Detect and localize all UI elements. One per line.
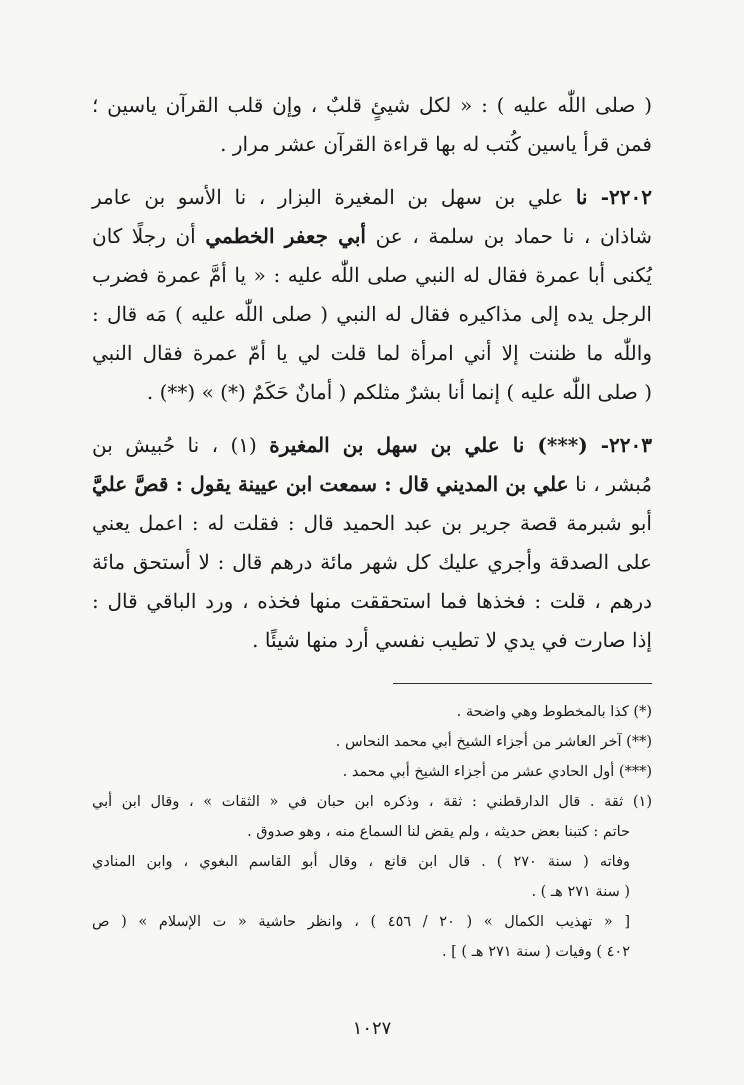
- footnotes: [92, 697, 652, 967]
- footnote: (***) أول الحادي عشر من أجزاء الشيخ أبي محمد .: [342, 764, 652, 780]
- main-text: [92, 86, 652, 660]
- text-line: أبو شبرمة قصة جرير بن عبد الحميد قال : فقلت له : اعمل يعني: [92, 511, 652, 535]
- hadith-2203: [92, 426, 652, 660]
- footnote: (**) آخر العاشر من أجزاء الشيخ أبي محمد النحاس .: [335, 734, 652, 750]
- text-line: مُبشر ، نا علي بن المديني قال : سمعت ابن عيينة يقول : قصَّ عليَّ: [92, 472, 653, 496]
- footnote: [ « تهذيب الكمال » ( ٢٠ / ٤٥٦ ) ، وانظر حاشية « ت الإسلام » ( ص: [92, 914, 630, 930]
- text-line: فمن قرأ ياسين كُتب له بها قراءة القرآن عشر مرار .: [220, 132, 652, 156]
- text-line: على الصدقة وأجري عليك كل شهر مائة درهم قال : لا أستحق مائة: [92, 550, 652, 574]
- hadith-number: ٢٢٠٢- نا: [575, 185, 652, 209]
- text-line: ( صلى اللّٰه عليه ) : « لكل شيئٍ قلبٌ ، وإن قلب القرآن ياسين ؛: [92, 93, 652, 117]
- text-line: ٢٢٠٢- نا علي بن سهل بن المغيرة البزار ، نا الأسو بن عامر: [92, 185, 652, 209]
- text-line: ( صلى اللّٰه عليه ) إنما أنا بشرٌ مثلكم ( أمانٌ حَكَمٌ (*) » (**) .: [146, 380, 652, 404]
- footnote-divider: [393, 683, 652, 684]
- footnote: ( سنة ٢٧١ هـ ) .: [531, 884, 630, 900]
- footnote: حاتم : كتبنا بعض حديثه ، ولم يقض لنا السماع منه ، وهو صدوق .: [247, 824, 630, 840]
- footnote: (١) ثقة . قال الدارقطني : ثقة ، وذكره ابن حبان في « الثقات » ، وقال ابن أبي: [92, 794, 652, 810]
- hadith-2202: [92, 178, 652, 412]
- narrator-name: علي بن المديني قال : سمعت ابن عيينة يقول : قصَّ عليَّ: [92, 472, 569, 496]
- footnote: ٤٠٢ ) وفيات ( سنة ٢٧١ هـ ) ] .: [441, 944, 630, 960]
- text-line: درهم ، قلت : فخذها فما استحققت منها فخذه ، ورد الباقي قال :: [92, 589, 652, 613]
- text-line: شاذان ، نا حماد بن سلمة ، عن أبي جعفر الخطمي أن رجلًا كان: [92, 224, 652, 248]
- footnote: (*) كذا بالمخطوط وهي واضحة .: [456, 704, 652, 720]
- text-line: يُكنى أبا عمرة فقال له النبي صلى اللّٰه عليه : « يا أمَّ عمرة فضرب: [92, 263, 652, 287]
- text-line: إذا صارت في يدي لا تطيب نفسي أرد منها شيئًا .: [252, 628, 652, 652]
- text-line: واللّٰه ما ظننت إلا أني امرأة لما قلت لي يا أمّ عمرة فقال النبي: [92, 341, 652, 365]
- text-line: الرجل يده إلى مذاكيره فقال له النبي ( صلى اللّٰه عليه ) مَه قال :: [92, 302, 652, 326]
- hadith-number: ٢٢٠٣- (***): [524, 433, 652, 457]
- page-number: ١٠٢٧: [352, 1018, 392, 1039]
- footnote: وفاته ( سنة ٢٧٠ ) . قال ابن قانع ، وقال أبو القاسم البغوي ، وابن المنادي: [92, 854, 631, 870]
- text-line: ٢٢٠٣- (***) نا علي بن سهل بن المغيرة (١) ، نا حُبيش بن: [92, 433, 652, 457]
- narrator-name: أبي جعفر الخطمي: [205, 224, 366, 248]
